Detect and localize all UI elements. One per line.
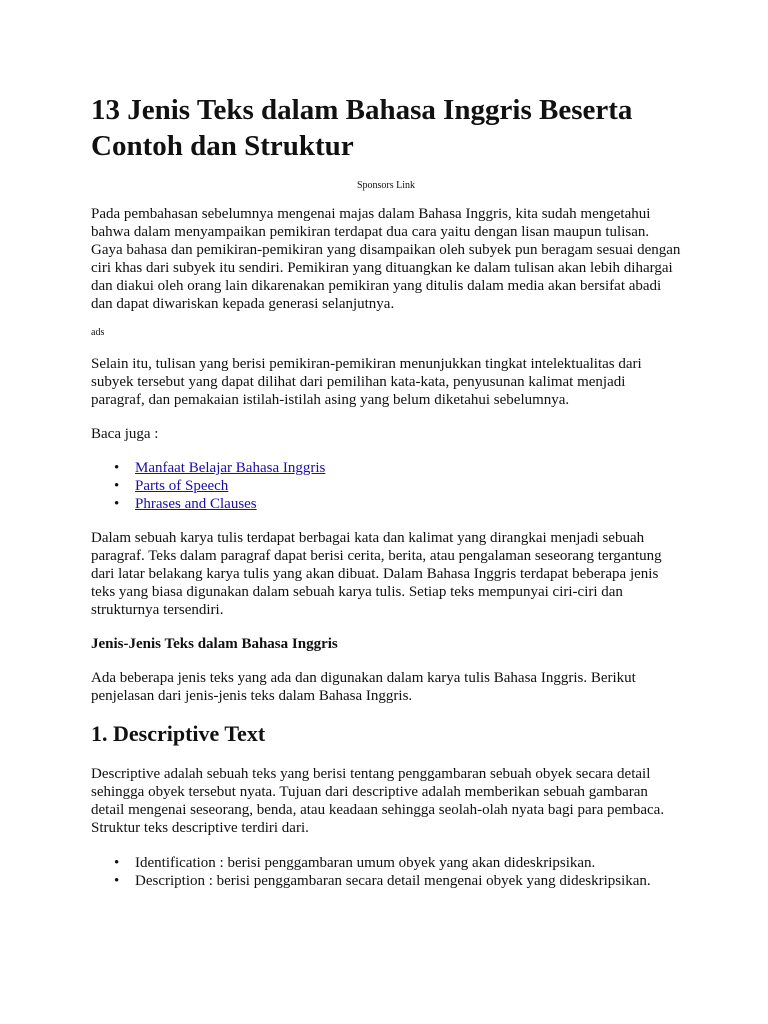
ads-label: ads bbox=[91, 327, 105, 338]
related-link-parts-of-speech[interactable]: Parts of Speech bbox=[135, 478, 229, 494]
article-title: 13 Jenis Teks dalam Bahasa Inggris Beserta Contoh dan Struktur bbox=[91, 94, 633, 162]
list-item bbox=[91, 495, 681, 513]
intro-paragraph: Pada pembahasan sebelumnya mengenai majas dalam Bahasa Inggris, kita sudah mengetahui bahwa dalam menyampaikan pemikiran terdapat dua cara yaitu dengan lisan maupun tulisan. Gaya bahasa dan pemikiran-pemikiran yang disampaikan oleh subyek pun beragam sesuai dengan ciri khas dari subyek itu sendiri. Pemikiran yang dituangkan ke dalam tulisan akan lebih dihargai dan diakui oleh orang lain dikarenakan pemikiran yang ditulis dalam media akan bersifat abadi dan dapat diwariskan kepada generasi selanjutnya. bbox=[91, 206, 681, 312]
section-subheading: Jenis-Jenis Teks dalam Bahasa Inggris bbox=[91, 636, 338, 652]
paragraph-2: Selain itu, tulisan yang berisi pemikiran-pemikiran menunjukkan tingkat intelektualitas dari subyek tersebut yang dapat dilihat dari pemilihan kata-kata, penyusunan kalimat menjadi paragraf, dan pemakaian istilah-istilah asing yang belum diketahui sebelumnya. bbox=[91, 356, 642, 408]
paragraph-4: Ada beberapa jenis teks yang ada dan digunakan dalam karya tulis Bahasa Inggris. Berikut penjelasan dari jenis-jenis teks dalam Bahasa Inggris. bbox=[91, 670, 636, 704]
baca-juga-label: Baca juga : bbox=[91, 426, 159, 442]
article bbox=[91, 92, 681, 890]
paragraph-3: Dalam sebuah karya tulis terdapat berbagai kata dan kalimat yang dirangkai menjadi sebuah paragraf. Teks dalam paragraf dapat berisi cerita, berita, atau pengalaman seseorang tergantung dari latar belakang karya tulis yang akan dibuat. Dalam Bahasa Inggris terdapat beberapa jenis teks yang biasa digunakan dalam sebuah karya tulis. Setiap teks mempunyai ciri-ciri dan strukturnya tersendiri. bbox=[91, 530, 662, 618]
sponsors-link-label: Sponsors Link bbox=[356, 180, 416, 191]
section-1-paragraph: Descriptive adalah sebuah teks yang berisi tentang penggambaran sebuah obyek secara detail sehingga obyek tersebut nyata. Tujuan dari descriptive adalah memberikan sebuah gambaran detail mengenai seseorang, benda, atau keadaan sehingga seolah-olah nyata bagi para pembaca. Struktur teks descriptive terdiri dari. bbox=[91, 766, 665, 836]
list-item: • Identification : berisi penggambaran umum obyek yang akan dideskripsikan. bbox=[91, 854, 681, 872]
list-item: • Description : berisi penggambaran secara detail mengenai obyek yang dideskripsikan. bbox=[91, 872, 681, 890]
list-item bbox=[91, 477, 681, 495]
section-1-heading: 1. Descriptive Text bbox=[91, 721, 266, 746]
related-link-manfaat[interactable]: Manfaat Belajar Bahasa Inggris bbox=[135, 460, 326, 476]
related-link-phrases-clauses[interactable]: Phrases and Clauses bbox=[135, 496, 257, 512]
related-links-list bbox=[91, 459, 681, 513]
list-item bbox=[91, 459, 681, 477]
structure-list bbox=[91, 854, 681, 890]
